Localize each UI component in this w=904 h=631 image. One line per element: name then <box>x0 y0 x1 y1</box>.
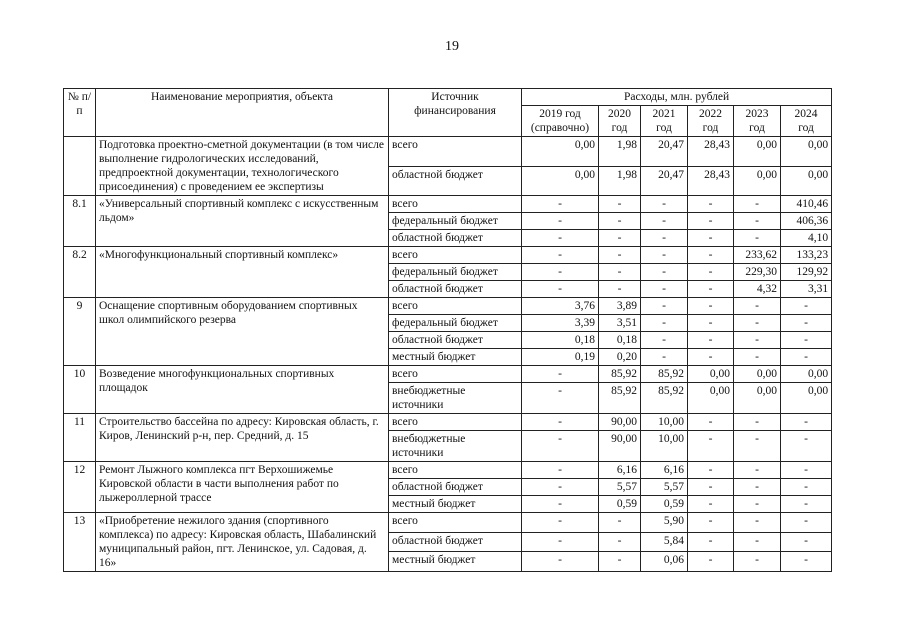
expense-value: - <box>688 196 734 213</box>
expense-value: - <box>599 196 641 213</box>
expense-value: - <box>688 532 734 552</box>
funding-source: всего <box>389 462 522 479</box>
expense-value: - <box>522 479 599 496</box>
expense-value: - <box>688 247 734 264</box>
expense-value: 3,89 <box>599 298 641 315</box>
expense-value: - <box>734 479 781 496</box>
expense-value: - <box>599 513 641 533</box>
table-row <box>64 298 832 315</box>
funding-source: всего <box>389 196 522 213</box>
expense-value: - <box>781 513 832 533</box>
item-number <box>64 137 96 196</box>
table-row <box>64 196 832 213</box>
header-year-note: (справочно) <box>530 122 590 134</box>
expense-value: 0,00 <box>781 166 832 196</box>
expense-value: - <box>734 513 781 533</box>
funding-source: всего <box>389 414 522 431</box>
expense-value: - <box>734 462 781 479</box>
expense-value: 5,57 <box>599 479 641 496</box>
expense-value: 90,00 <box>599 431 641 462</box>
expense-value: 0,00 <box>522 166 599 196</box>
header-year-label: 2023 <box>745 108 769 120</box>
expense-value: 3,31 <box>781 281 832 298</box>
expense-value: - <box>688 349 734 366</box>
header-year <box>599 106 641 137</box>
item-name: «Универсальный спортивный комплекс с искусственным льдом» <box>96 196 389 247</box>
expense-value: - <box>641 281 688 298</box>
funding-source: областной бюджет <box>389 281 522 298</box>
expense-value: 0,00 <box>734 137 781 167</box>
expense-value: - <box>522 462 599 479</box>
funding-source: местный бюджет <box>389 349 522 366</box>
header-year-note: год <box>656 122 672 134</box>
expense-value: 85,92 <box>641 383 688 414</box>
expense-value: - <box>688 264 734 281</box>
table-row <box>64 414 832 431</box>
expense-value: 0,00 <box>734 383 781 414</box>
expense-value: - <box>781 552 832 572</box>
header-year <box>522 106 599 137</box>
table-row <box>64 513 832 533</box>
header-year <box>688 106 734 137</box>
expense-value: - <box>599 264 641 281</box>
expense-value: 10,00 <box>641 414 688 431</box>
funding-source: внебюджетные источники <box>389 383 522 414</box>
expense-value: - <box>688 213 734 230</box>
expense-value: 6,16 <box>641 462 688 479</box>
expense-value: - <box>688 281 734 298</box>
header-year-label: 2020 <box>608 108 631 120</box>
expense-value: 28,43 <box>688 137 734 167</box>
item-number: 10 <box>64 366 96 414</box>
expense-value: - <box>781 349 832 366</box>
expense-value: - <box>781 298 832 315</box>
expense-value: - <box>522 366 599 383</box>
expense-value: - <box>781 462 832 479</box>
funding-source: областной бюджет <box>389 479 522 496</box>
expense-value: - <box>688 462 734 479</box>
header-year-label: 2019 год <box>539 108 581 120</box>
expense-value: - <box>641 349 688 366</box>
expense-value: 20,47 <box>641 137 688 167</box>
item-number: 11 <box>64 414 96 462</box>
expense-value: - <box>641 196 688 213</box>
funding-source: областной бюджет <box>389 332 522 349</box>
expense-value: - <box>688 513 734 533</box>
expense-value: - <box>599 230 641 247</box>
expense-value: - <box>734 349 781 366</box>
table-row <box>64 247 832 264</box>
expense-value: 133,23 <box>781 247 832 264</box>
item-name: Оснащение спортивным оборудованием спортивных школ олимпийского резерва <box>96 298 389 366</box>
header-year-note: год <box>749 122 765 134</box>
expense-value: - <box>522 513 599 533</box>
header-year-label: 2024 <box>794 108 818 120</box>
expense-value: 410,46 <box>781 196 832 213</box>
expense-value: - <box>522 414 599 431</box>
item-name: Ремонт Лыжного комплекса пгт Верхошижемье Кировской области в части выполнения работ по лыжероллерной трассе <box>96 462 389 513</box>
expense-value: - <box>781 496 832 513</box>
item-name: «Многофункциональный спортивный комплекс» <box>96 247 389 298</box>
table-row <box>64 462 832 479</box>
expense-value: 0,20 <box>599 349 641 366</box>
expense-value: 5,84 <box>641 532 688 552</box>
expense-value: 3,51 <box>599 315 641 332</box>
header-year-label: 2021 <box>652 108 676 120</box>
expense-value: 0,00 <box>688 366 734 383</box>
expense-value: - <box>734 298 781 315</box>
expense-value: - <box>599 247 641 264</box>
expense-value: - <box>688 431 734 462</box>
item-number: 9 <box>64 298 96 366</box>
header-year <box>781 106 832 137</box>
expense-value: - <box>522 213 599 230</box>
expense-value: - <box>734 552 781 572</box>
expense-value: 0,00 <box>734 166 781 196</box>
funding-source: всего <box>389 298 522 315</box>
expense-value: - <box>734 414 781 431</box>
expense-value: 0,18 <box>522 332 599 349</box>
expense-value: - <box>522 552 599 572</box>
expense-value: - <box>599 281 641 298</box>
header-year-label: 2022 <box>699 108 722 120</box>
table-body <box>64 137 832 572</box>
expense-value: - <box>688 332 734 349</box>
expense-value: 0,00 <box>781 366 832 383</box>
header-source: Источник финансирования <box>389 89 522 137</box>
expense-value: - <box>734 332 781 349</box>
expense-value: - <box>522 196 599 213</box>
expense-value: 0,00 <box>781 137 832 167</box>
expense-value: - <box>522 532 599 552</box>
expense-value: 0,19 <box>522 349 599 366</box>
expense-value: - <box>734 496 781 513</box>
expense-value: 0,00 <box>688 383 734 414</box>
expense-value: 233,62 <box>734 247 781 264</box>
item-number: 12 <box>64 462 96 513</box>
expense-value: - <box>688 230 734 247</box>
expense-value: - <box>641 298 688 315</box>
expense-value: 5,57 <box>641 479 688 496</box>
expense-value: 28,43 <box>688 166 734 196</box>
expense-value: - <box>734 230 781 247</box>
item-name: Строительство бассейна по адресу: Кировская область, г. Киров, Ленинский р-н, пер. Средний, д. 15 <box>96 414 389 462</box>
expense-value: 229,30 <box>734 264 781 281</box>
expense-value: 3,39 <box>522 315 599 332</box>
item-number: 13 <box>64 513 96 572</box>
expense-value: 4,10 <box>781 230 832 247</box>
expense-value: - <box>522 496 599 513</box>
expense-value: 90,00 <box>599 414 641 431</box>
expense-value: - <box>522 264 599 281</box>
expense-value: 85,92 <box>599 383 641 414</box>
table-header <box>64 89 832 137</box>
expense-value: - <box>641 247 688 264</box>
funding-source: областной бюджет <box>389 166 522 196</box>
funding-source: всего <box>389 247 522 264</box>
expense-value: - <box>781 414 832 431</box>
header-year <box>641 106 688 137</box>
item-number: 8.2 <box>64 247 96 298</box>
expense-value: - <box>781 332 832 349</box>
funding-source: областной бюджет <box>389 230 522 247</box>
header-expenses: Расходы, млн. рублей <box>522 89 832 106</box>
expense-value: - <box>734 315 781 332</box>
expense-value: - <box>688 552 734 572</box>
table-row <box>64 366 832 383</box>
expense-value: - <box>599 552 641 572</box>
header-no: № п/п <box>64 89 96 137</box>
header-name: Наименование мероприятия, объекта <box>96 89 389 137</box>
expense-value: 5,90 <box>641 513 688 533</box>
expense-value: - <box>734 532 781 552</box>
item-name: Подготовка проектно-сметной документации (в том числе выполнение гидрологических исследований, предпроектной документации, технологического присоединения) с проведением ее экспертизы <box>96 137 389 196</box>
expense-value: 0,06 <box>641 552 688 572</box>
expense-value: 0,00 <box>781 383 832 414</box>
expense-value: - <box>522 247 599 264</box>
header-year-note: год <box>798 122 814 134</box>
expense-value: 129,92 <box>781 264 832 281</box>
expense-value: - <box>781 479 832 496</box>
funding-source: федеральный бюджет <box>389 315 522 332</box>
item-number: 8.1 <box>64 196 96 247</box>
expense-value: 85,92 <box>641 366 688 383</box>
expense-value: - <box>641 264 688 281</box>
expense-value: 3,76 <box>522 298 599 315</box>
expense-value: 10,00 <box>641 431 688 462</box>
expense-value: 85,92 <box>599 366 641 383</box>
header-year-note: год <box>611 122 628 134</box>
expense-value: - <box>641 315 688 332</box>
expense-value: 4,32 <box>734 281 781 298</box>
expense-value: - <box>734 196 781 213</box>
expense-value: 0,18 <box>599 332 641 349</box>
expense-value: - <box>688 414 734 431</box>
funding-source: всего <box>389 366 522 383</box>
header-year-note: год <box>702 122 719 134</box>
expense-value: - <box>522 383 599 414</box>
expense-value: 20,47 <box>641 166 688 196</box>
header-row <box>64 89 832 106</box>
expense-value: - <box>781 315 832 332</box>
expense-value: - <box>522 281 599 298</box>
expense-value: - <box>688 496 734 513</box>
expense-value: 0,00 <box>522 137 599 167</box>
expense-value: 6,16 <box>599 462 641 479</box>
funding-source: федеральный бюджет <box>389 213 522 230</box>
expense-value: - <box>734 213 781 230</box>
expense-value: 0,59 <box>641 496 688 513</box>
expense-value: - <box>641 213 688 230</box>
expense-value: - <box>599 532 641 552</box>
funding-source: всего <box>389 513 522 533</box>
expense-value: 406,36 <box>781 213 832 230</box>
funding-source: областной бюджет <box>389 532 522 552</box>
funding-source: всего <box>389 137 522 167</box>
expense-value: - <box>781 431 832 462</box>
budget-table <box>63 88 832 572</box>
expense-value: 0,59 <box>599 496 641 513</box>
page-number: 19 <box>445 39 459 54</box>
expense-value: - <box>688 479 734 496</box>
expense-value: 1,98 <box>599 166 641 196</box>
expense-value: - <box>641 332 688 349</box>
expense-value: - <box>688 298 734 315</box>
expense-value: - <box>522 431 599 462</box>
expense-value: - <box>641 230 688 247</box>
table-row <box>64 137 832 167</box>
expense-value: - <box>522 230 599 247</box>
funding-source: местный бюджет <box>389 496 522 513</box>
expense-value: - <box>781 532 832 552</box>
funding-source: внебюджетные источники <box>389 431 522 462</box>
expense-value: 1,98 <box>599 137 641 167</box>
expense-value: - <box>599 213 641 230</box>
item-name: Возведение многофункциональных спортивных площадок <box>96 366 389 414</box>
item-name: «Приобретение нежилого здания (спортивного комплекса) по адресу: Кировская область, Шабалинский муниципальный район, пгт. Ленинское, ул. Садовая, д. 16» <box>96 513 389 572</box>
funding-source: местный бюджет <box>389 552 522 572</box>
expense-value: - <box>688 315 734 332</box>
expense-value: 0,00 <box>734 366 781 383</box>
expense-value: - <box>734 431 781 462</box>
funding-source: федеральный бюджет <box>389 264 522 281</box>
header-year <box>734 106 781 137</box>
